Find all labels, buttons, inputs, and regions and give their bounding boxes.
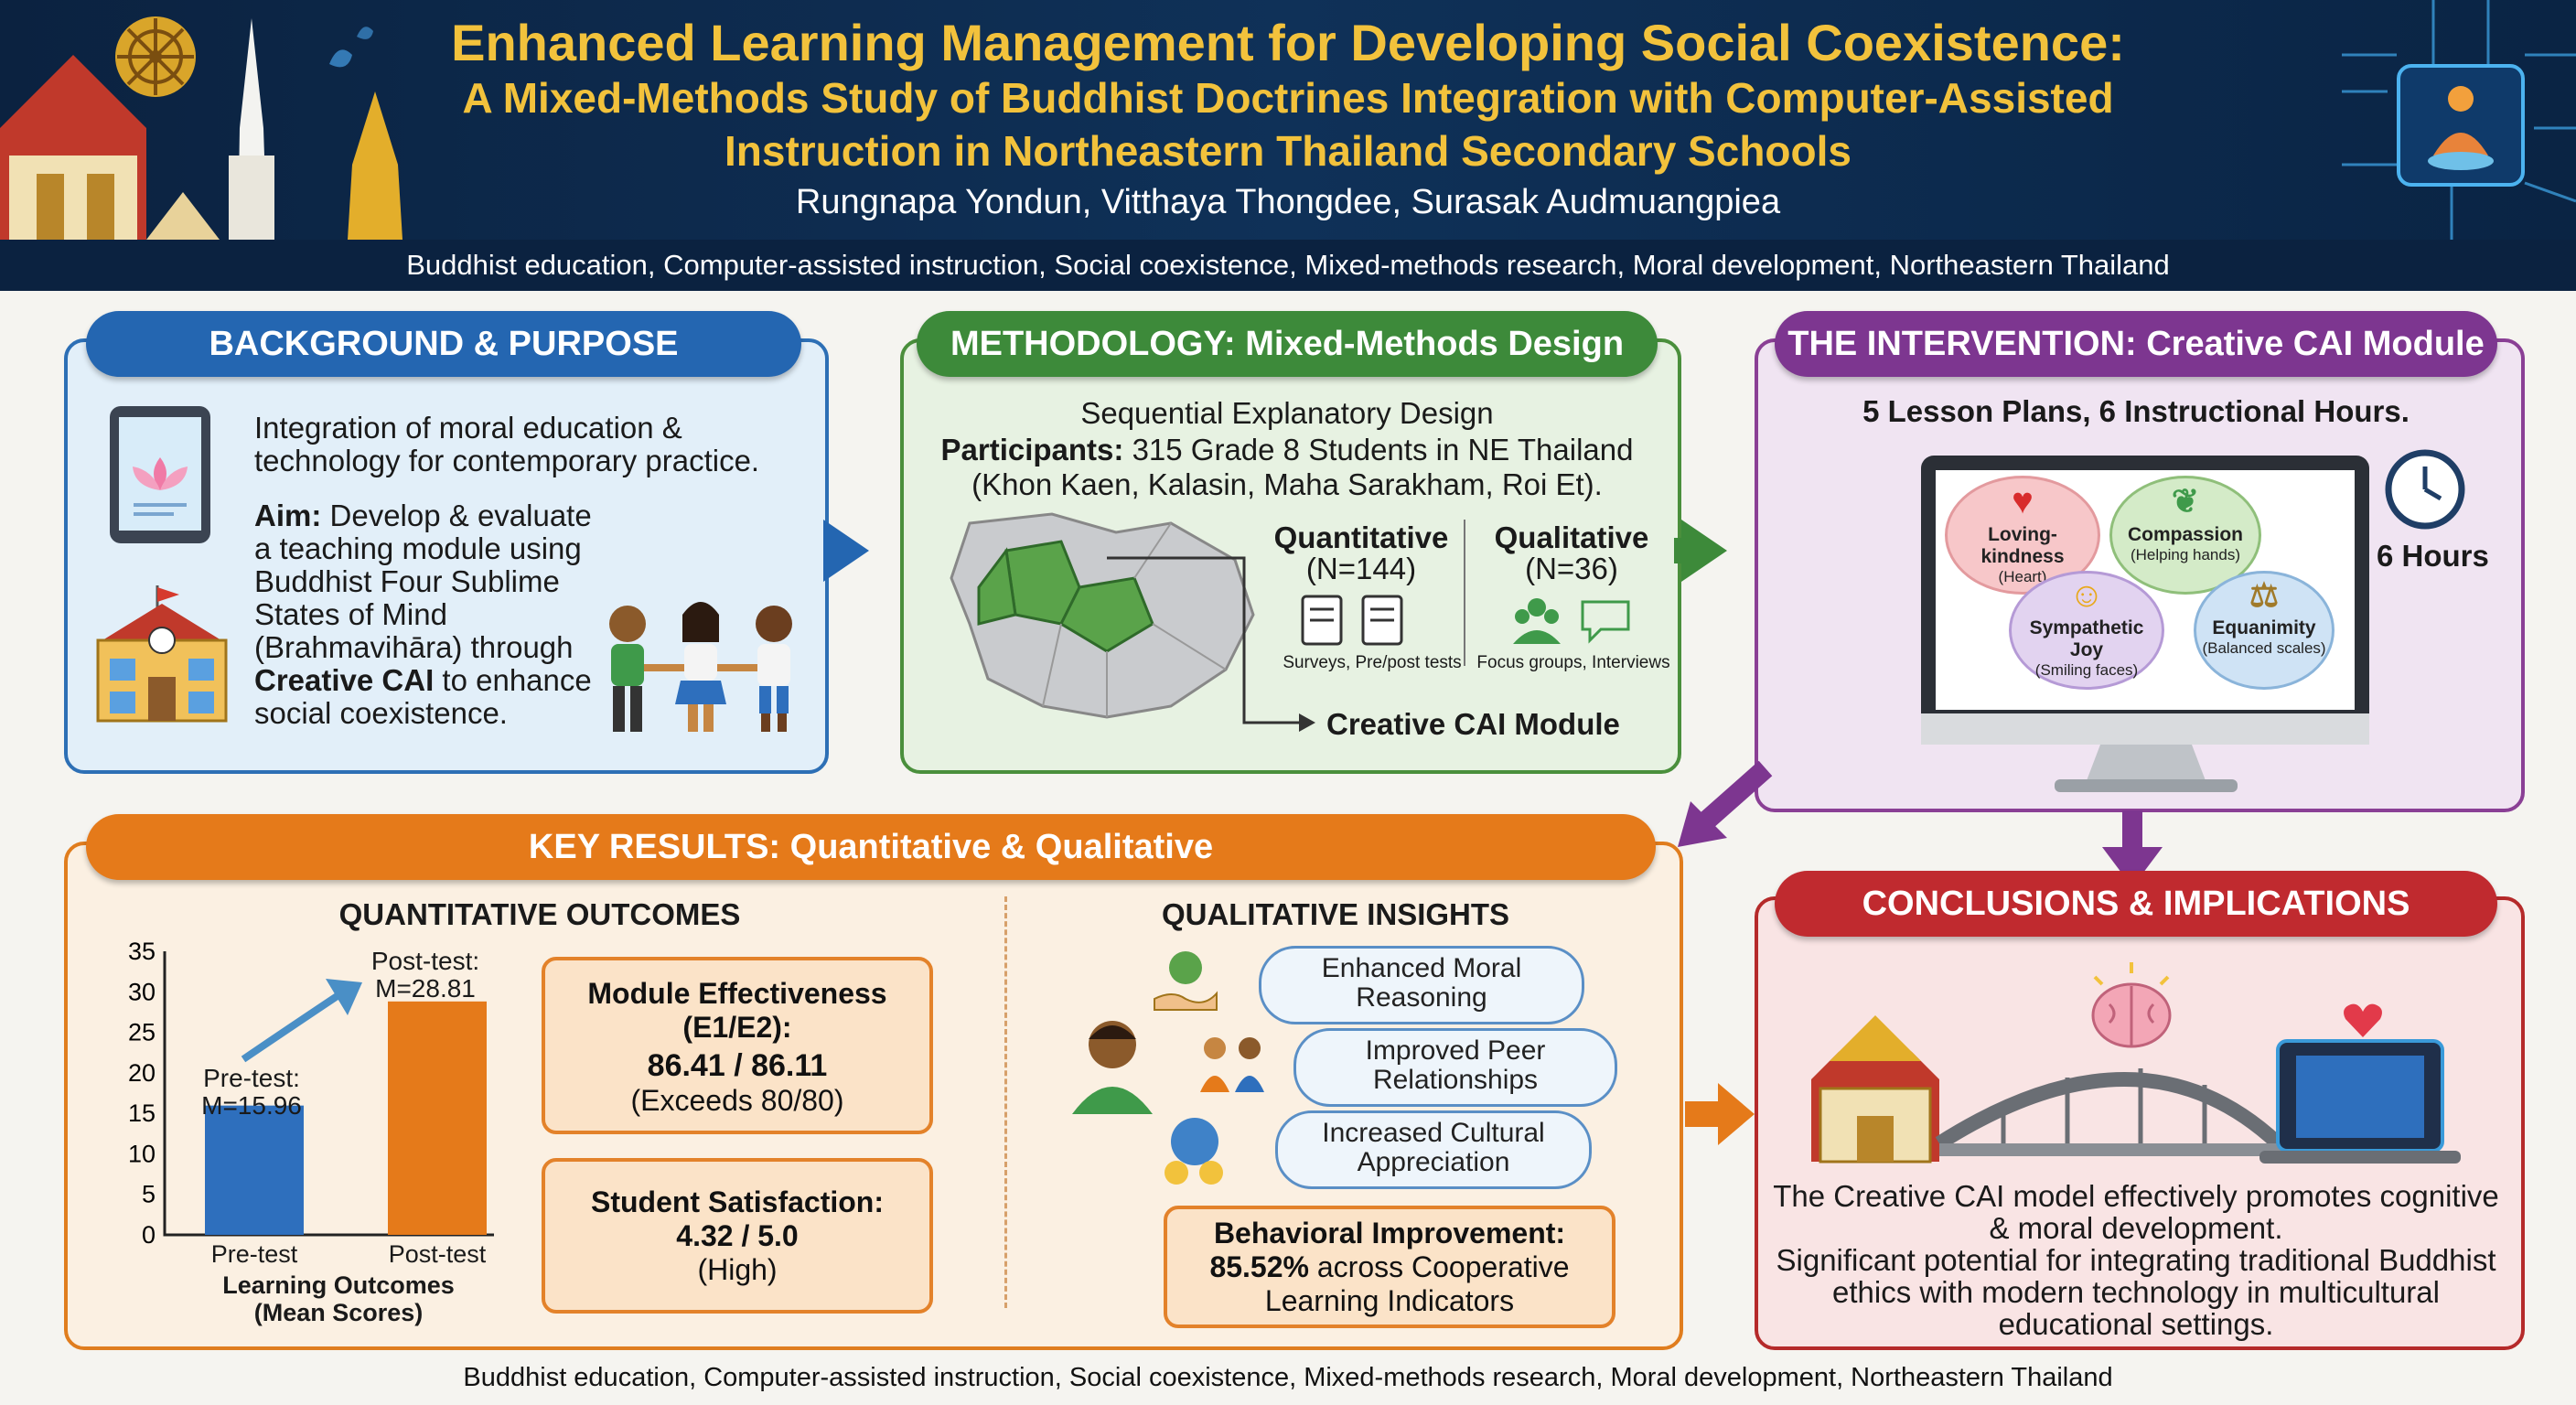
peers-icon [1197, 1034, 1270, 1098]
school-icon [84, 585, 240, 723]
state-note: (Smiling faces) [2034, 661, 2139, 679]
satisfaction-note: (High) [697, 1253, 778, 1286]
behavior-text: across Cooperative [1316, 1250, 1570, 1283]
arrow-results-to-conclusions [1718, 1083, 1755, 1145]
title-line-3: Instruction in Northeastern Thailand Secondary Schools [724, 127, 1852, 175]
conclusions-title: CONCLUSIONS & IMPLICATIONS [1775, 871, 2497, 937]
y-tick-label: 0 [141, 1221, 156, 1244]
y-tick-label: 35 [127, 938, 156, 965]
state-name: Sympathetic Joy [2029, 617, 2144, 660]
tablet-lotus-icon [106, 402, 216, 549]
divider [1464, 520, 1465, 666]
quant-n: (N=144) [1305, 552, 1417, 585]
chart-caption-1: Learning Outcomes [222, 1271, 455, 1299]
aim-text-2: to enhance social coexistence. [254, 663, 592, 730]
clock-icon [2384, 448, 2466, 531]
post-test-annotation [357, 948, 494, 1003]
intervention-title: THE INTERVENTION: Creative CAI Module [1775, 311, 2497, 377]
bar-pre-test [205, 1106, 304, 1235]
state-note: (Balanced scales) [2202, 639, 2326, 657]
intervention-subtitle: 5 Lesson Plans, 6 Instructional Hours. [1862, 394, 2410, 428]
y-tick-label: 25 [127, 1018, 156, 1046]
background-title: BACKGROUND & PURPOSE [86, 311, 801, 377]
participants-label: Participants: [940, 433, 1124, 467]
globe-faces-icon [1158, 1114, 1231, 1187]
arrow-shaft-3 [1685, 1101, 1722, 1127]
methodology-title: METHODOLOGY: Mixed-Methods Design [917, 311, 1658, 377]
state-name: Loving-kindness [1980, 524, 2065, 567]
hours-label: 6 Hours [2377, 539, 2489, 573]
results-title: KEY RESULTS: Quantitative & Qualitative [86, 814, 1656, 880]
background-aim [254, 499, 593, 730]
post-label: Post-test: [370, 947, 480, 975]
smiling-face-icon: ☺ [2068, 576, 2105, 615]
qual-n: (N=36) [1525, 552, 1618, 585]
keywords-bar: Buddhist education, Computer-assisted instruction, Social coexistence, Mixed-methods research, Moral development, Northeastern Thailand [0, 240, 2576, 291]
survey-icon [1299, 593, 1427, 648]
behavior-box [1164, 1206, 1615, 1328]
student-icon [1067, 1015, 1158, 1116]
state-sympathetic-joy [2009, 571, 2164, 690]
title-line-1: Enhanced Learning Management for Developing Social Coexistence: [451, 14, 2125, 71]
x-tick-label: Pre-test [210, 1240, 298, 1268]
state-equanimity [2194, 571, 2334, 690]
behavior-value: 85.52% [1209, 1250, 1309, 1283]
x-tick-label: Post-test [388, 1240, 487, 1268]
arrow-shaft-2 [1674, 538, 1692, 563]
satisfaction-title: Student Satisfaction: [590, 1185, 884, 1218]
footer-keywords: Buddhist education, Computer-assisted instruction, Social coexistence, Mixed-methods research, Moral development, Northeastern Thailand [463, 1363, 2113, 1392]
group-icon [1509, 593, 1637, 648]
insight-moral-reasoning: Enhanced Moral Reasoning [1259, 946, 1584, 1024]
arrow-intervention-to-results [1674, 759, 1784, 860]
earth-hand-icon [1149, 946, 1222, 1019]
module-label: Creative CAI Module [1326, 707, 1620, 741]
bar-post-test [388, 1002, 487, 1235]
quant-label: Quantitative [1273, 520, 1449, 554]
y-tick-label: 15 [127, 1099, 156, 1128]
balance-scale-icon: ⚖ [2249, 576, 2280, 614]
participants [906, 434, 1669, 467]
insight-peer-relationships: Improved Peer Relationships [1293, 1028, 1617, 1107]
behavior-title: Behavioral Improvement: [1213, 1217, 1566, 1249]
conclusion-line-1: The Creative CAI model effectively promotes cognitive & moral development. [1773, 1179, 2499, 1245]
pre-value: M=15.96 [201, 1091, 302, 1120]
pre-test-annotation [183, 1065, 320, 1120]
state-note: (Helping hands) [2130, 546, 2240, 563]
y-tick-label: 5 [141, 1180, 156, 1208]
aim-label: Aim: [254, 499, 322, 532]
design-label: Sequential Explanatory Design [1080, 396, 1494, 430]
growth-arrow-icon [234, 973, 371, 1065]
state-name: Compassion [2127, 524, 2244, 545]
chart-caption-2: (Mean Scores) [253, 1299, 424, 1326]
chart-caption [192, 1271, 485, 1326]
helping-hands-icon: ❦ [2171, 482, 2200, 520]
effectiveness-sub: (E1/E2): [682, 1011, 792, 1044]
insight-cultural-appreciation: Increased Cultural Appreciation [1275, 1110, 1592, 1189]
background-intro: Integration of moral education & technology for contemporary practice. [254, 411, 760, 477]
quant-heading: QUANTITATIVE OUTCOMES [338, 897, 741, 931]
effectiveness-value: 86.41 / 86.11 [647, 1048, 828, 1083]
aim-text: Develop & evaluate a teaching module using Buddhist Four Sublime States of Mind (Brahmavihāra) through [254, 499, 592, 664]
laptop-heart-icon [2340, 997, 2386, 1043]
effectiveness-box [542, 957, 933, 1134]
children-icon [591, 595, 810, 741]
qual-label: Qualitative [1494, 520, 1649, 554]
authors: Rungnapa Yondun, Vitthaya Thongdee, Surasak Audmuangpiea [795, 183, 1781, 221]
satisfaction-box [542, 1158, 933, 1314]
results-divider [1004, 896, 1007, 1308]
provinces: (Khon Kaen, Kalasin, Maha Sarakham, Roi Et). [971, 467, 1603, 501]
header-banner [0, 0, 2576, 240]
qual-heading: QUALITATIVE INSIGHTS [1161, 897, 1510, 931]
state-name: Equanimity [2212, 617, 2316, 638]
satisfaction-value: 4.32 / 5.0 [676, 1219, 799, 1252]
brain-icon [2077, 959, 2186, 1059]
qual-tools: Focus groups, Interviews [1476, 653, 1670, 672]
y-tick-label: 10 [127, 1140, 156, 1168]
heart-icon: ♥ [2012, 481, 2034, 521]
aim-bold: Creative CAI [254, 663, 435, 697]
y-tick-label: 30 [127, 978, 156, 1006]
conclusion-line-2: Significant potential for integrating traditional Buddhist ethics with modern technology in multicultural educational settings. [1776, 1243, 2496, 1341]
effectiveness-note: (Exceeds 80/80) [630, 1084, 844, 1117]
participants-text: 315 Grade 8 Students in NE Thailand [1132, 433, 1634, 467]
post-value: M=28.81 [375, 974, 476, 1003]
y-tick-label: 20 [127, 1058, 156, 1087]
pre-label: Pre-test: [203, 1064, 300, 1092]
effectiveness-title: Module Effectiveness [587, 977, 887, 1010]
behavior-text-2: Learning Indicators [1264, 1284, 1515, 1317]
quant-tools: Surveys, Pre/post tests [1283, 653, 1462, 672]
state-note: (Heart) [1998, 568, 2047, 585]
title-line-2: A Mixed-Methods Study of Buddhist Doctrines Integration with Computer-Assisted [462, 74, 2114, 122]
arrow-shaft [823, 538, 842, 563]
